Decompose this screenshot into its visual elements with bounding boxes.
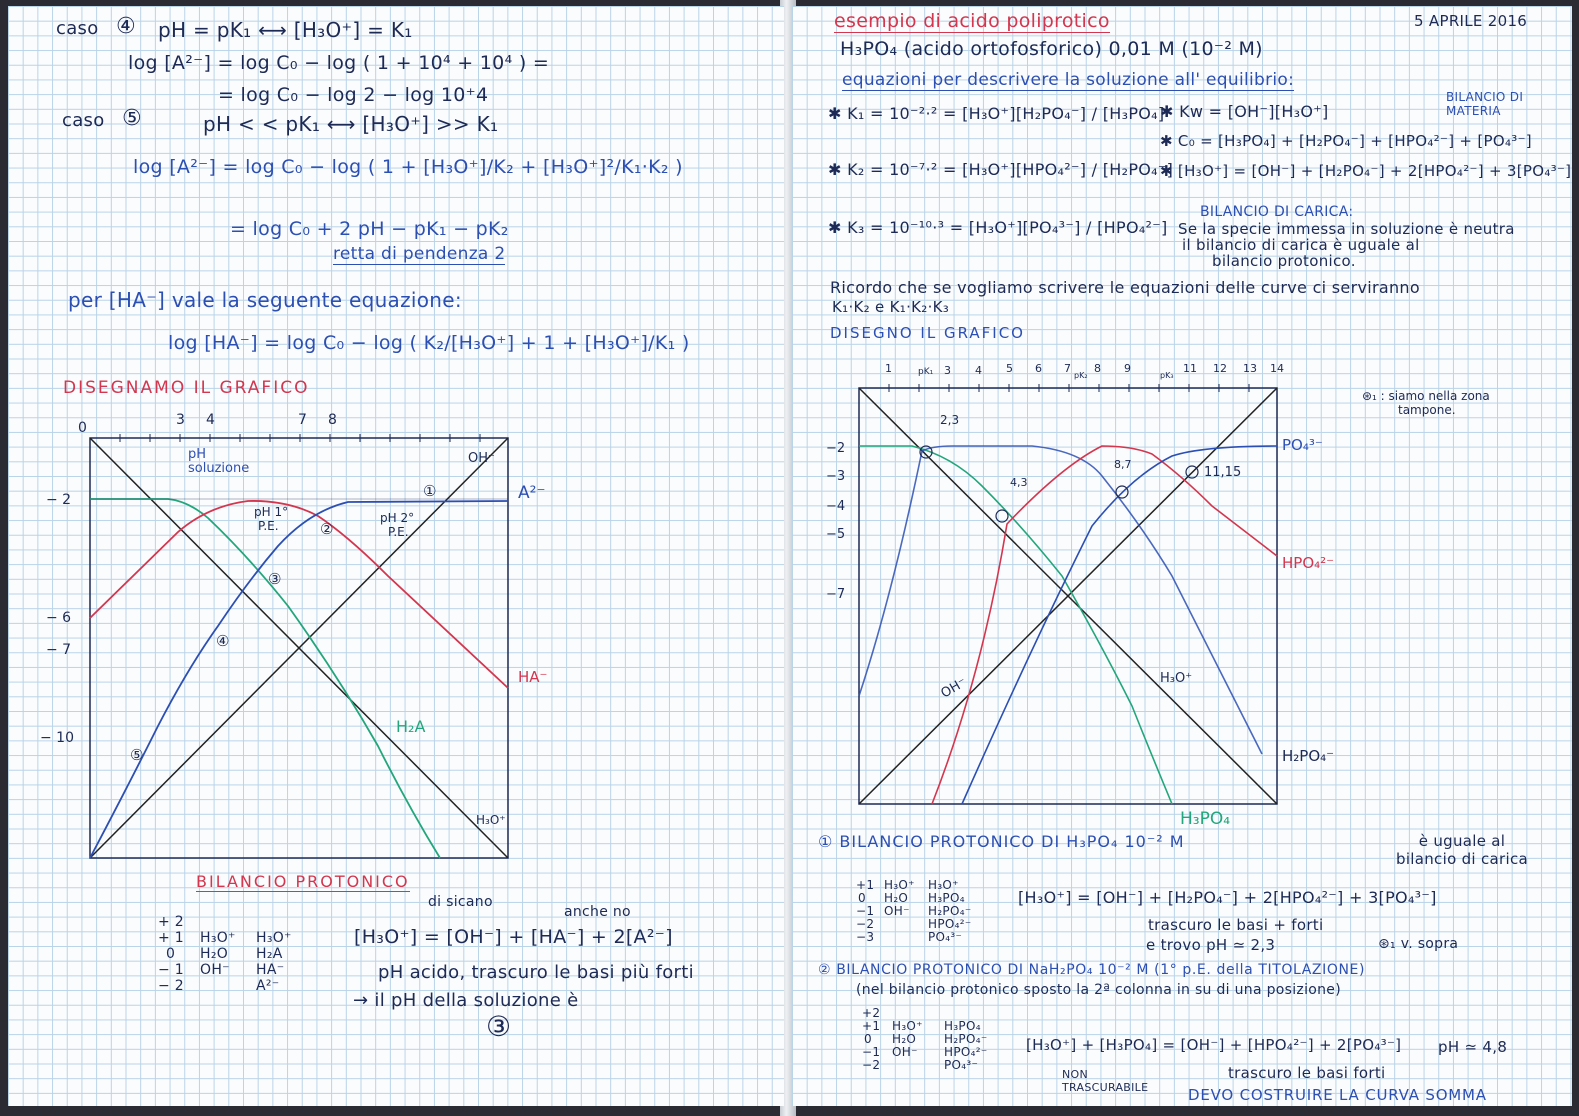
- caso4-equation: log [A²⁻] = log C₀ − log ( 1 + 10⁴ + 10⁴ ) =: [128, 52, 550, 74]
- lt-level-3: − 1: [158, 962, 184, 978]
- r1-level-1: 0: [858, 891, 866, 905]
- r1-c1-2: OH⁻: [884, 904, 910, 918]
- right-date: 5 APRILE 2016: [1414, 12, 1528, 30]
- left-label-ph1: pH 1°: [254, 505, 289, 519]
- r2-c2-2: H₂PO₄⁻: [944, 1032, 988, 1046]
- right-k3: ✱ K₃ = 10⁻¹⁰·³ = [H₃O⁺][PO₄³⁻] / [HPO₄²⁻]: [828, 218, 1168, 237]
- left-bilancio-answer: ③: [486, 1010, 512, 1043]
- right-sec2-sub: (nel bilancio protonico sposto la 2ª colonna in su di una posizione): [856, 982, 1341, 998]
- right-side-note-1: ⊛₁ : siamo nella zona: [1362, 389, 1490, 403]
- left-graph-title: DISEGNAMO IL GRAFICO: [63, 378, 310, 398]
- lt-level-2: 0: [166, 946, 176, 962]
- right-sec2-non: NON TRASCURABILE: [1062, 1068, 1149, 1094]
- r2-level-1: +1: [862, 1019, 881, 1033]
- left-bilancio-equation: [H₃O⁺] = [OH⁻] + [HA⁻] + 2[A²⁻]: [354, 926, 673, 948]
- left-notebook-page: [8, 6, 784, 1106]
- right-xtick-12: 12: [1213, 362, 1227, 375]
- left-bilancio-title: BILANCIO PROTONICO: [196, 872, 410, 891]
- r2-c2-1: H₃PO₄: [944, 1019, 981, 1033]
- left-label-ph2b: P.E.: [388, 525, 409, 539]
- right-ytick-5: −5: [826, 527, 846, 542]
- right-label-h3po4: H₃PO₄: [1180, 809, 1231, 829]
- left-label-ph1b: P.E.: [258, 519, 279, 533]
- left-ytick-10: − 10: [40, 730, 74, 746]
- left-h2a-curve: [90, 499, 440, 858]
- r1-c2-1: H₃PO₄: [928, 891, 965, 905]
- left-marker-3: ③: [268, 570, 282, 588]
- caso4-number: ④: [116, 14, 137, 39]
- right-xtick-8: 8: [1094, 362, 1101, 375]
- lt-c1-1: H₃O⁺: [200, 930, 236, 946]
- right-sec1-text2: e trovo pH ≃ 2,3: [1146, 936, 1276, 954]
- left-marker-1: ①: [423, 482, 437, 500]
- r2-level-2: 0: [864, 1032, 872, 1046]
- lt-c2-3: HA⁻: [256, 962, 285, 978]
- right-hpo4-curve: [932, 446, 1277, 804]
- right-label-87: 8,7: [1114, 458, 1132, 471]
- right-xtick-11: 11: [1183, 362, 1197, 375]
- left-xtick-3: 3: [176, 412, 185, 428]
- left-xtick-0: 0: [78, 420, 87, 436]
- right-label-43: 4,3: [1010, 476, 1028, 489]
- lt-level-0: + 2: [158, 914, 184, 930]
- caso4-label: caso: [56, 18, 99, 39]
- right-eq-intro: equazioni per descrivere la soluzione all' equilibrio:: [842, 70, 1295, 90]
- r2-c1-2: H₂O: [892, 1032, 917, 1046]
- right-xtick-14: 14: [1270, 362, 1284, 375]
- right-xtick-13: 13: [1243, 362, 1257, 375]
- lt-c2-4: A²⁻: [256, 978, 280, 994]
- r2-level-4: −2: [862, 1058, 881, 1072]
- left-xtick-8: 8: [328, 412, 337, 428]
- right-ricordo-2: K₁·K₂ e K₁·K₂·K₃: [832, 298, 950, 316]
- right-sec1-text1: trascuro le basi + forti: [1148, 916, 1324, 934]
- ha-intro: per [HA⁻] vale la seguente equazione:: [68, 288, 462, 312]
- r1-c2-2: H₂PO₄⁻: [928, 904, 972, 918]
- right-kw: ✱ Kw = [OH⁻][H₃O⁺]: [1160, 102, 1329, 121]
- left-marker-5: ⑤: [130, 746, 144, 764]
- caso5-number: ⑤: [122, 106, 143, 131]
- right-sec1-note: è uguale al bilancio di carica: [1396, 832, 1528, 868]
- right-bil-carica-2: il bilancio di carica è uguale al: [1182, 236, 1420, 254]
- right-label-1115: 11,15: [1204, 465, 1242, 480]
- left-note-anche: anche no: [564, 904, 631, 920]
- ha-equation: log [HA⁻] = log C₀ − log ( K₂/[H₃O⁺] + 1 + [H₃O⁺]/K₁ ): [168, 332, 690, 354]
- left-label-ph2: pH 2°: [380, 511, 415, 525]
- right-xtick-6: 6: [1035, 362, 1042, 375]
- lt-c2-2: H₂A: [256, 946, 283, 962]
- left-marker-2: ②: [320, 520, 334, 538]
- left-ytick-6: − 6: [46, 610, 72, 626]
- right-sec2-ph: pH ≃ 4,8: [1438, 1038, 1508, 1056]
- right-title: esempio di acido poliprotico: [834, 10, 1110, 32]
- right-bil-carica-title: BILANCIO DI CARICA:: [1200, 204, 1354, 220]
- r1-level-4: −3: [856, 930, 875, 944]
- right-xtick-9: 9: [1124, 362, 1131, 375]
- right-sec1-title: ① BILANCIO PROTONICO DI H₃PO₄ 10⁻² M: [818, 832, 1185, 851]
- left-label-h2a: H₂A: [396, 717, 426, 736]
- right-k1: ✱ K₁ = 10⁻²·² = [H₃O⁺][H₂PO₄⁻] / [H₃PO₄]: [828, 104, 1165, 123]
- r1-c2-3: HPO₄²⁻: [928, 917, 972, 931]
- r2-c1-3: OH⁻: [892, 1045, 918, 1059]
- right-ytick-7: −7: [826, 587, 846, 602]
- right-xtick-1: 1: [885, 362, 892, 375]
- lt-level-1: + 1: [158, 930, 184, 946]
- right-ytick-3: −3: [826, 469, 846, 484]
- right-label-oh: OH⁻: [938, 675, 970, 702]
- right-notebook-page: [792, 6, 1572, 1106]
- left-marker-4: ④: [216, 632, 230, 650]
- right-xtick-4: 4: [975, 364, 982, 377]
- right-sec1-equation: [H₃O⁺] = [OH⁻] + [H₂PO₄⁻] + 2[HPO₄²⁻] + 3[PO₄³⁻]: [1018, 888, 1437, 907]
- r1-c1-1: H₂O: [884, 891, 909, 905]
- right-sec2-equation: [H₃O⁺] + [H₃PO₄] = [OH⁻] + [HPO₄²⁻] + 2[PO₄³⁻]: [1026, 1036, 1402, 1054]
- r1-level-0: +1: [856, 878, 875, 892]
- left-note-sicano: di sicano: [428, 894, 493, 910]
- left-ytick-7: − 7: [46, 642, 72, 658]
- caso5-label: caso: [62, 110, 105, 131]
- right-xtick-3: 3: [944, 364, 951, 377]
- right-c0: ✱ C₀ = [H₃PO₄] + [H₂PO₄⁻] + [HPO₄²⁻] + [PO₄³⁻]: [1160, 132, 1532, 150]
- right-xtick-5: 5: [1006, 362, 1013, 375]
- right-ytick-2: −2: [826, 441, 846, 456]
- right-acid: H₃PO₄ (acido ortofosforico) 0,01 M (10⁻² M): [840, 38, 1263, 60]
- r2-c2-4: PO₄³⁻: [944, 1058, 979, 1072]
- lt-c2-1: H₃O⁺: [256, 930, 292, 946]
- right-label-po4: PO₄³⁻: [1282, 436, 1323, 454]
- right-k2: ✱ K₂ = 10⁻⁷·² = [H₃O⁺][HPO₄²⁻] / [H₂PO₄⁻]: [828, 160, 1174, 179]
- r2-level-3: −1: [862, 1045, 881, 1059]
- r2-c2-3: HPO₄²⁻: [944, 1045, 988, 1059]
- left-xtick-4: 4: [206, 412, 215, 428]
- left-xtick-7: 7: [298, 412, 307, 428]
- right-h3po4-curve: [859, 446, 1172, 804]
- right-h2po4-curve: [859, 446, 1262, 754]
- r1-level-2: −1: [856, 904, 875, 918]
- caso4-result: = log C₀ − log 2 − log 10⁺4: [218, 84, 489, 106]
- right-sec2-title: ② BILANCIO PROTONICO DI NaH₂PO₄ 10⁻² M (1° p.E. della TITOLAZIONE): [818, 962, 1366, 978]
- right-xtick-pk3: pK₃: [1160, 371, 1174, 380]
- right-sec2-trascuro: trascuro le basi forti: [1228, 1064, 1386, 1082]
- right-label-23: 2,3: [940, 413, 960, 427]
- r1-c2-0: H₃O⁺: [928, 878, 959, 892]
- r1-c2-4: PO₄³⁻: [928, 930, 963, 944]
- r2-level-0: +2: [862, 1006, 881, 1020]
- right-speciation-graph: [826, 346, 1532, 836]
- caso5-condition: pH < < pK₁ ⟷ [H₃O⁺] >> K₁: [203, 112, 499, 136]
- right-label-h2po4: H₂PO₄⁻: [1282, 747, 1335, 765]
- r2-c1-1: H₃O⁺: [892, 1019, 923, 1033]
- right-label-h3o: H₃O⁺: [1160, 671, 1193, 686]
- left-bilancio-text1: pH acido, trascuro le basi più forti: [378, 962, 694, 983]
- right-point-43: [996, 510, 1008, 522]
- left-a2-curve: [90, 501, 508, 858]
- right-bil-materia: BILANCIO DI MATERIA: [1446, 90, 1524, 118]
- right-sec1-text3: ⊛₁ v. sopra: [1378, 936, 1459, 952]
- r1-c1-0: H₃O⁺: [884, 878, 915, 892]
- caso5-slope-note: retta di pendenza 2: [333, 244, 506, 264]
- left-label-ha: HA⁻: [518, 668, 548, 686]
- left-label-ph-sol: pH: [188, 447, 207, 462]
- left-ytick-2: − 2: [46, 492, 72, 508]
- lt-level-4: − 2: [158, 978, 184, 994]
- right-xtick-pk1: pK₁: [918, 367, 934, 377]
- left-label-oh: OH⁻: [468, 451, 495, 466]
- right-label-hpo4: HPO₄²⁻: [1282, 554, 1335, 572]
- left-ha-curve: [90, 501, 508, 688]
- left-label-ph-sol-2: soluzione: [188, 461, 250, 476]
- lt-c1-3: OH⁻: [200, 962, 230, 978]
- left-label-h3o: H₃O⁺: [476, 813, 506, 827]
- left-speciation-graph: [40, 406, 588, 876]
- right-charge: ✱ [H₃O⁺] = [OH⁻] + [H₂PO₄⁻] + 2[HPO₄²⁻] + 3[PO₄³⁻]: [1160, 162, 1572, 180]
- caso4-condition: pH = pK₁ ⟷ [H₃O⁺] = K₁: [158, 18, 413, 42]
- right-ricordo-1: Ricordo che se vogliamo scrivere le equazioni delle curve ci serviranno: [830, 278, 1420, 297]
- right-graph-title: DISEGNO IL GRAFICO: [830, 324, 1025, 342]
- caso5-result: = log C₀ + 2 pH − pK₁ − pK₂: [230, 218, 509, 240]
- right-bil-carica-1: Se la specie immessa in soluzione è neutra: [1178, 220, 1515, 238]
- lt-c1-2: H₂O: [200, 946, 229, 962]
- right-sec2-final: DEVO COSTRUIRE LA CURVA SOMMA: [1188, 1086, 1487, 1104]
- right-side-note-2: tampone.: [1398, 403, 1456, 417]
- left-bilancio-text2: → il pH della soluzione è: [353, 990, 579, 1011]
- caso5-equation: log [A²⁻] = log C₀ − log ( 1 + [H₃O⁺]/K₂ + [H₃O⁺]²/K₁·K₂ ): [133, 156, 683, 178]
- right-bil-carica-3: bilancio protonico.: [1212, 252, 1356, 270]
- right-xtick-pk2: pK₂: [1074, 371, 1088, 380]
- left-label-a2: A²⁻: [518, 483, 546, 503]
- right-ytick-4: −4: [826, 499, 846, 514]
- r1-level-3: −2: [856, 917, 875, 931]
- right-xtick-7: 7: [1064, 362, 1071, 375]
